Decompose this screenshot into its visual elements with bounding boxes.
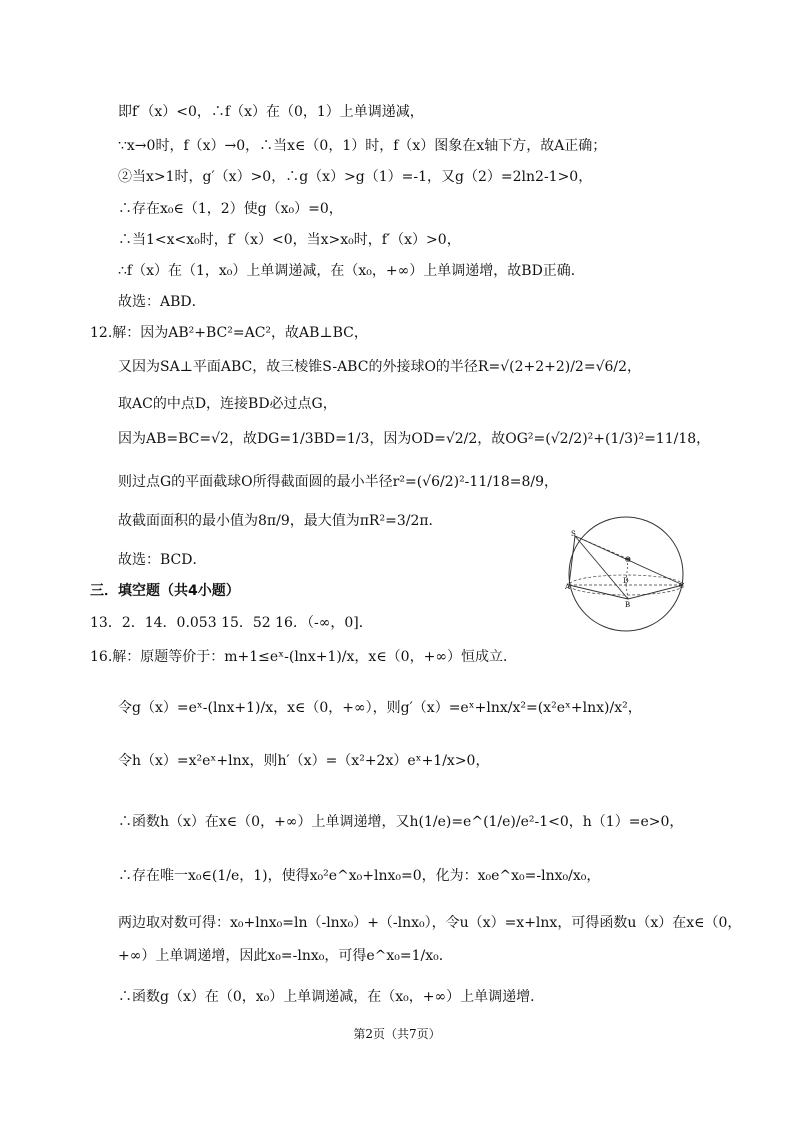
text-line: 又因为SA⊥平面ABC，故三棱锥S-ABC的外接球O的半径R=√(2+2+2)/2=√6/2， bbox=[118, 359, 642, 375]
text-line: 12.解：因为AB²+BC²=AC²，故AB⊥BC， bbox=[90, 325, 368, 341]
text-line: 即f′（x）<0，∴f（x）在（0，1）上单调递减， bbox=[118, 104, 424, 120]
text-line: 13．2．14．0.053 15．52 16．（-∞，0]． bbox=[90, 615, 373, 631]
text-line: ∵x→0时，f（x）→0，∴当x∈（0，1）时，f（x）图象在x轴下方，故A正确； bbox=[118, 138, 607, 154]
text-line: 16.解：原题等价于：m+1≤eˣ-(lnx+1)/x，x∈（0，+∞）恒成立． bbox=[90, 649, 517, 665]
text-line: 则过点G的平面截球O所得截面圆的最小半径r²=(√6/2)²-11/18=8/9， bbox=[118, 474, 559, 490]
svg-text:S: S bbox=[571, 530, 576, 538]
text-line: 两边取对数可得：x₀+lnx₀=ln（-lnx₀）+（-lnx₀），令u（x）=x+lnx，可得函数u（x）在x∈（0， bbox=[118, 915, 742, 931]
text-line: ∴存在唯一x₀∈(1/e，1)，使得x₀²e^x₀+lnx₀=0，化为：x₀e^x₀=-lnx₀/x₀， bbox=[118, 868, 601, 884]
text-line: 故选：BCD． bbox=[118, 552, 207, 568]
sphere-tetrahedron-figure bbox=[567, 515, 685, 633]
text-line: ∴函数g（x）在（0，x₀）上单调递减，在（x₀，+∞）上单调递增． bbox=[118, 989, 545, 1005]
text-line: ∴当1<x<x₀时，f′（x）<0，当x>x₀时，f′（x）>0， bbox=[118, 232, 461, 248]
text-line: +∞）上单调递增，因此x₀=-lnx₀，可得e^x₀=1/x₀． bbox=[118, 948, 453, 964]
text-line: ②当x>1时，g′（x）>0，∴g（x）>g（1）=-1，又g（2）=2ln2-1>0， bbox=[118, 169, 593, 185]
svg-text:B: B bbox=[625, 601, 631, 609]
text-line: 令g（x）=eˣ-(lnx+1)/x，x∈（0，+∞），则g′（x）=eˣ+lnx/x²=(x²eˣ+lnx)/x²， bbox=[118, 700, 642, 716]
text-line: ∴f（x）在（1，x₀）上单调递减，在（x₀，+∞）上单调递增，故BD正确． bbox=[118, 263, 585, 279]
text-line: 取AC的中点D，连接BD必过点G， bbox=[118, 396, 337, 412]
section-heading: 三．填空题（共4小题） bbox=[90, 583, 240, 599]
text-line: 因为AB=BC=√2，故DG=1/3BD=1/3，因为OD=√2/2，故OG²=(√2/2)²+(1/3)²=11/18， bbox=[118, 431, 711, 447]
text-line: 故选：ABD． bbox=[118, 294, 206, 310]
svg-text:D: D bbox=[623, 577, 629, 585]
text-line: ∴存在x₀∈（1，2）使g（x₀）=0， bbox=[118, 201, 343, 217]
svg-text:A: A bbox=[565, 583, 571, 591]
page-footer: 第2页（共7页） bbox=[353, 1027, 441, 1041]
svg-text:O: O bbox=[625, 556, 631, 564]
text-line: 故截面面积的最小值为8π/9，最大值为πR²=3/2π． bbox=[118, 513, 443, 529]
text-line: 令h（x）=x²eˣ+lnx，则h′（x）=（x²+2x）eˣ+1/x>0， bbox=[118, 753, 490, 769]
text-line: ∴函数h（x）在x∈（0，+∞）上单调递增，又h(1/e)=e^(1/e)/e²-1<0，h（1）=e>0， bbox=[118, 814, 684, 830]
svg-text:C: C bbox=[679, 582, 685, 590]
